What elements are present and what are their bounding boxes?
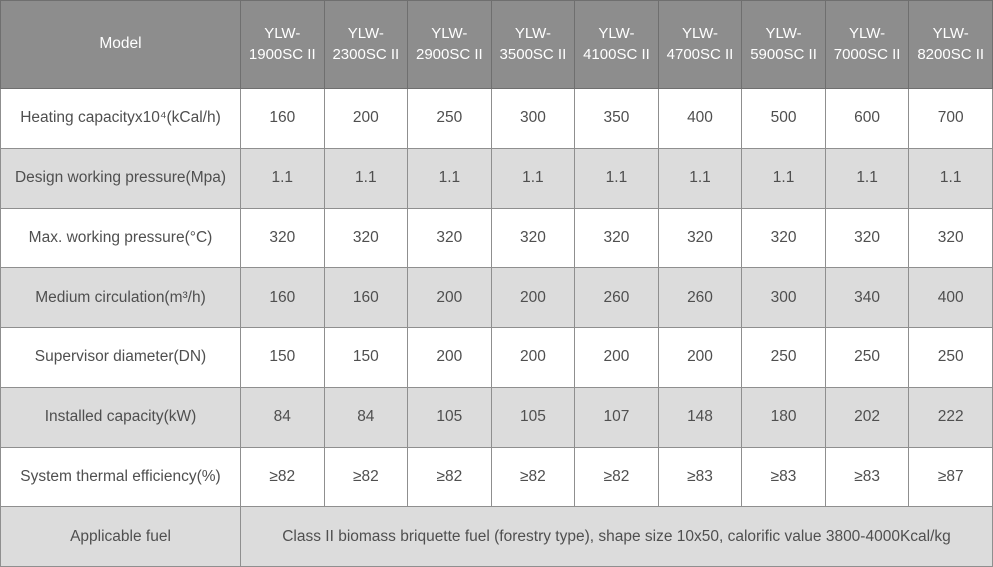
value-cell: 222 bbox=[909, 387, 993, 447]
value-cell: 1.1 bbox=[575, 148, 659, 208]
value-cell: 200 bbox=[324, 89, 408, 149]
value-cell: 250 bbox=[825, 328, 909, 388]
value-cell: 200 bbox=[575, 328, 659, 388]
value-cell: 320 bbox=[575, 208, 659, 268]
row-label: System thermal efficiency(%) bbox=[1, 447, 241, 507]
value-cell: ≥82 bbox=[491, 447, 575, 507]
value-cell: ≥82 bbox=[324, 447, 408, 507]
value-cell: ≥82 bbox=[241, 447, 325, 507]
table-row bbox=[1, 328, 993, 388]
value-cell: 340 bbox=[825, 268, 909, 328]
value-cell: 160 bbox=[241, 89, 325, 149]
value-cell: 320 bbox=[408, 208, 492, 268]
row-label: Design working pressure(Mpa) bbox=[1, 148, 241, 208]
header-cell-ylw-5900sc-ii: YLW-5900SC II bbox=[742, 1, 826, 89]
table-row bbox=[1, 268, 993, 328]
value-cell: 200 bbox=[408, 328, 492, 388]
header-cell-ylw-7000sc-ii: YLW-7000SC II bbox=[825, 1, 909, 89]
value-cell: 300 bbox=[742, 268, 826, 328]
value-cell: 600 bbox=[825, 89, 909, 149]
value-cell: 250 bbox=[408, 89, 492, 149]
value-cell: 350 bbox=[575, 89, 659, 149]
row-label: Installed capacity(kW) bbox=[1, 387, 241, 447]
value-cell: ≥82 bbox=[575, 447, 659, 507]
value-cell: 400 bbox=[909, 268, 993, 328]
header-cell-ylw-2300sc-ii: YLW-2300SC II bbox=[324, 1, 408, 89]
value-cell: 105 bbox=[408, 387, 492, 447]
value-cell: 148 bbox=[658, 387, 742, 447]
value-cell: 500 bbox=[742, 89, 826, 149]
header-cell-ylw-8200sc-ii: YLW-8200SC II bbox=[909, 1, 993, 89]
value-cell: 320 bbox=[909, 208, 993, 268]
header-cell-ylw-1900sc-ii: YLW-1900SC II bbox=[241, 1, 325, 89]
row-label: Max. working pressure(°C) bbox=[1, 208, 241, 268]
value-cell: 300 bbox=[491, 89, 575, 149]
value-cell: 320 bbox=[324, 208, 408, 268]
value-cell: 84 bbox=[324, 387, 408, 447]
value-cell: 1.1 bbox=[909, 148, 993, 208]
value-cell: 200 bbox=[408, 268, 492, 328]
value-cell: 84 bbox=[241, 387, 325, 447]
value-cell: 200 bbox=[491, 328, 575, 388]
value-cell: 400 bbox=[658, 89, 742, 149]
value-cell: 202 bbox=[825, 387, 909, 447]
value-cell: 260 bbox=[575, 268, 659, 328]
value-cell: 1.1 bbox=[491, 148, 575, 208]
value-cell: 320 bbox=[825, 208, 909, 268]
value-cell: 107 bbox=[575, 387, 659, 447]
header-cell-ylw-4700sc-ii: YLW-4700SC II bbox=[658, 1, 742, 89]
value-cell: ≥87 bbox=[909, 447, 993, 507]
row-label: Supervisor diameter(DN) bbox=[1, 328, 241, 388]
value-cell: 320 bbox=[742, 208, 826, 268]
value-cell: 250 bbox=[742, 328, 826, 388]
table-row bbox=[1, 507, 993, 567]
table-row bbox=[1, 148, 993, 208]
value-cell: 1.1 bbox=[742, 148, 826, 208]
row-label: Heating capacityx10⁴(kCal/h) bbox=[1, 89, 241, 149]
value-cell: 1.1 bbox=[324, 148, 408, 208]
table-header bbox=[1, 1, 993, 89]
value-cell: 700 bbox=[909, 89, 993, 149]
header-cell-ylw-3500sc-ii: YLW-3500SC II bbox=[491, 1, 575, 89]
table-row bbox=[1, 387, 993, 447]
value-cell: 320 bbox=[658, 208, 742, 268]
value-cell: ≥83 bbox=[825, 447, 909, 507]
value-cell: 250 bbox=[909, 328, 993, 388]
value-cell: ≥82 bbox=[408, 447, 492, 507]
value-cell: 200 bbox=[491, 268, 575, 328]
value-cell: 180 bbox=[742, 387, 826, 447]
value-cell: ≥83 bbox=[742, 447, 826, 507]
table-row bbox=[1, 208, 993, 268]
header-cell-ylw-2900sc-ii: YLW-2900SC II bbox=[408, 1, 492, 89]
value-cell: 160 bbox=[241, 268, 325, 328]
value-cell: 320 bbox=[491, 208, 575, 268]
header-row bbox=[1, 1, 993, 89]
value-cell: 260 bbox=[658, 268, 742, 328]
value-cell: 1.1 bbox=[658, 148, 742, 208]
row-label: Medium circulation(m³/h) bbox=[1, 268, 241, 328]
value-cell: 150 bbox=[241, 328, 325, 388]
value-cell: 160 bbox=[324, 268, 408, 328]
value-cell: 1.1 bbox=[408, 148, 492, 208]
value-cell: 320 bbox=[241, 208, 325, 268]
value-cell: 105 bbox=[491, 387, 575, 447]
table-body bbox=[1, 89, 993, 567]
table-row bbox=[1, 89, 993, 149]
value-cell: ≥83 bbox=[658, 447, 742, 507]
header-cell-ylw-4100sc-ii: YLW-4100SC II bbox=[575, 1, 659, 89]
value-cell: 1.1 bbox=[241, 148, 325, 208]
table-row bbox=[1, 447, 993, 507]
value-cell: 200 bbox=[658, 328, 742, 388]
value-cell: 150 bbox=[324, 328, 408, 388]
row-label: Applicable fuel bbox=[1, 507, 241, 567]
value-cell: 1.1 bbox=[825, 148, 909, 208]
header-cell-model: Model bbox=[1, 1, 241, 89]
fuel-value-cell: Class II biomass briquette fuel (forestry type), shape size 10x50, calorific value 3800-4000Kcal/kg bbox=[241, 507, 993, 567]
